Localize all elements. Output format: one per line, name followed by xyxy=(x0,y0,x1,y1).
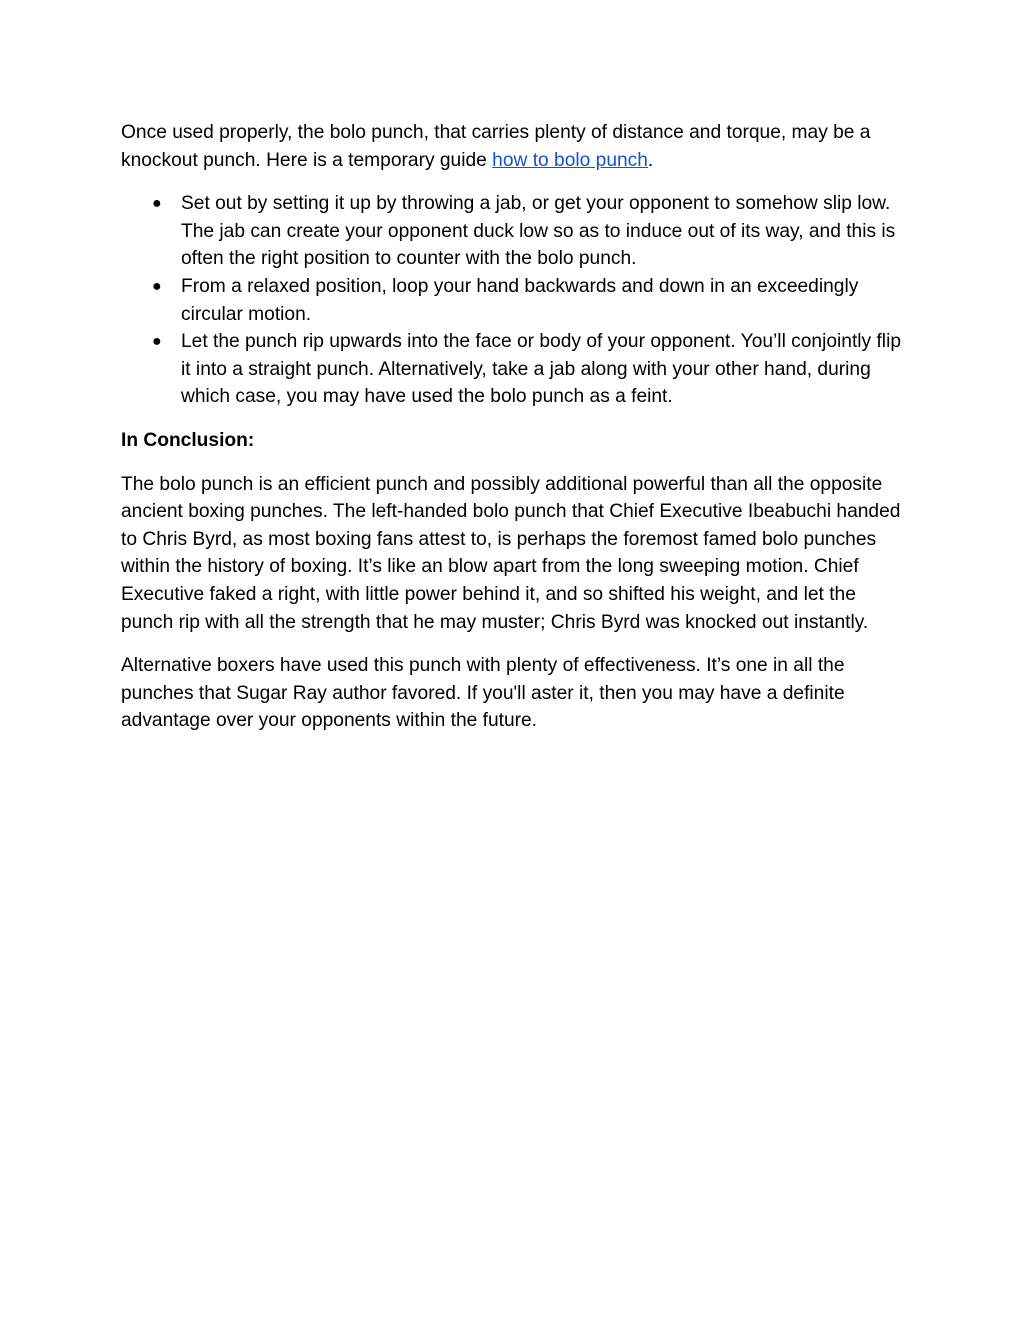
bullet-icon: ● xyxy=(152,333,162,351)
document-page xyxy=(121,119,906,751)
list-item xyxy=(121,273,906,328)
list-item xyxy=(121,190,906,273)
steps-list xyxy=(121,190,906,411)
bullet-icon: ● xyxy=(152,277,162,295)
list-item xyxy=(121,328,906,411)
how-to-bolo-punch-link[interactable]: how to bolo punch xyxy=(492,149,648,171)
conclusion-paragraph: Alternative boxers have used this punch with plenty of effectiveness. It’s one in all the punches that Sugar Ray author favored. If you'll aster it, then you may have a definite advantage over your opponents within the future. xyxy=(121,655,845,732)
intro-text: Once used properly, the bolo punch, that carries plenty of distance and torque, may be a knockout punch. Here is a temporary guide xyxy=(121,122,871,171)
list-item-text: From a relaxed position, loop your hand backwards and down in an exceedingly circular motion. xyxy=(181,275,859,325)
intro-text-end: . xyxy=(647,149,654,171)
intro-paragraph xyxy=(121,119,906,174)
list-item-text: Let the punch rip upwards into the face or body of your opponent. You’ll conjointly flip it into a straight punch. Alternatively, take a jab along with your other hand, during which case, you may have used the bolo punch as a feint. xyxy=(181,331,902,408)
conclusion-heading: In Conclusion: xyxy=(121,429,255,451)
bullet-icon: ● xyxy=(152,195,162,213)
list-item-text: Set out by setting it up by throwing a jab, or get your opponent to somehow slip low. The jab can create your opponent duck low so as to induce out of its way, and this is often the right position to counter with the bolo punch. xyxy=(181,193,896,270)
conclusion-paragraph: The bolo punch is an efficient punch and possibly additional powerful than all the opposite ancient boxing punches. The left-handed bolo punch that Chief Executive Ibeabuchi handed to Chris Byrd, as most boxing fans attest to, is perhaps the foremost famed bolo punches within the history of boxing. It’s like an blow apart from the long sweeping motion. Chief Executive faked a right, with little power behind it, and so shifted his weight, and let the punch rip with all the strength that he may muster; Chris Byrd was knocked out instantly. xyxy=(121,473,901,633)
